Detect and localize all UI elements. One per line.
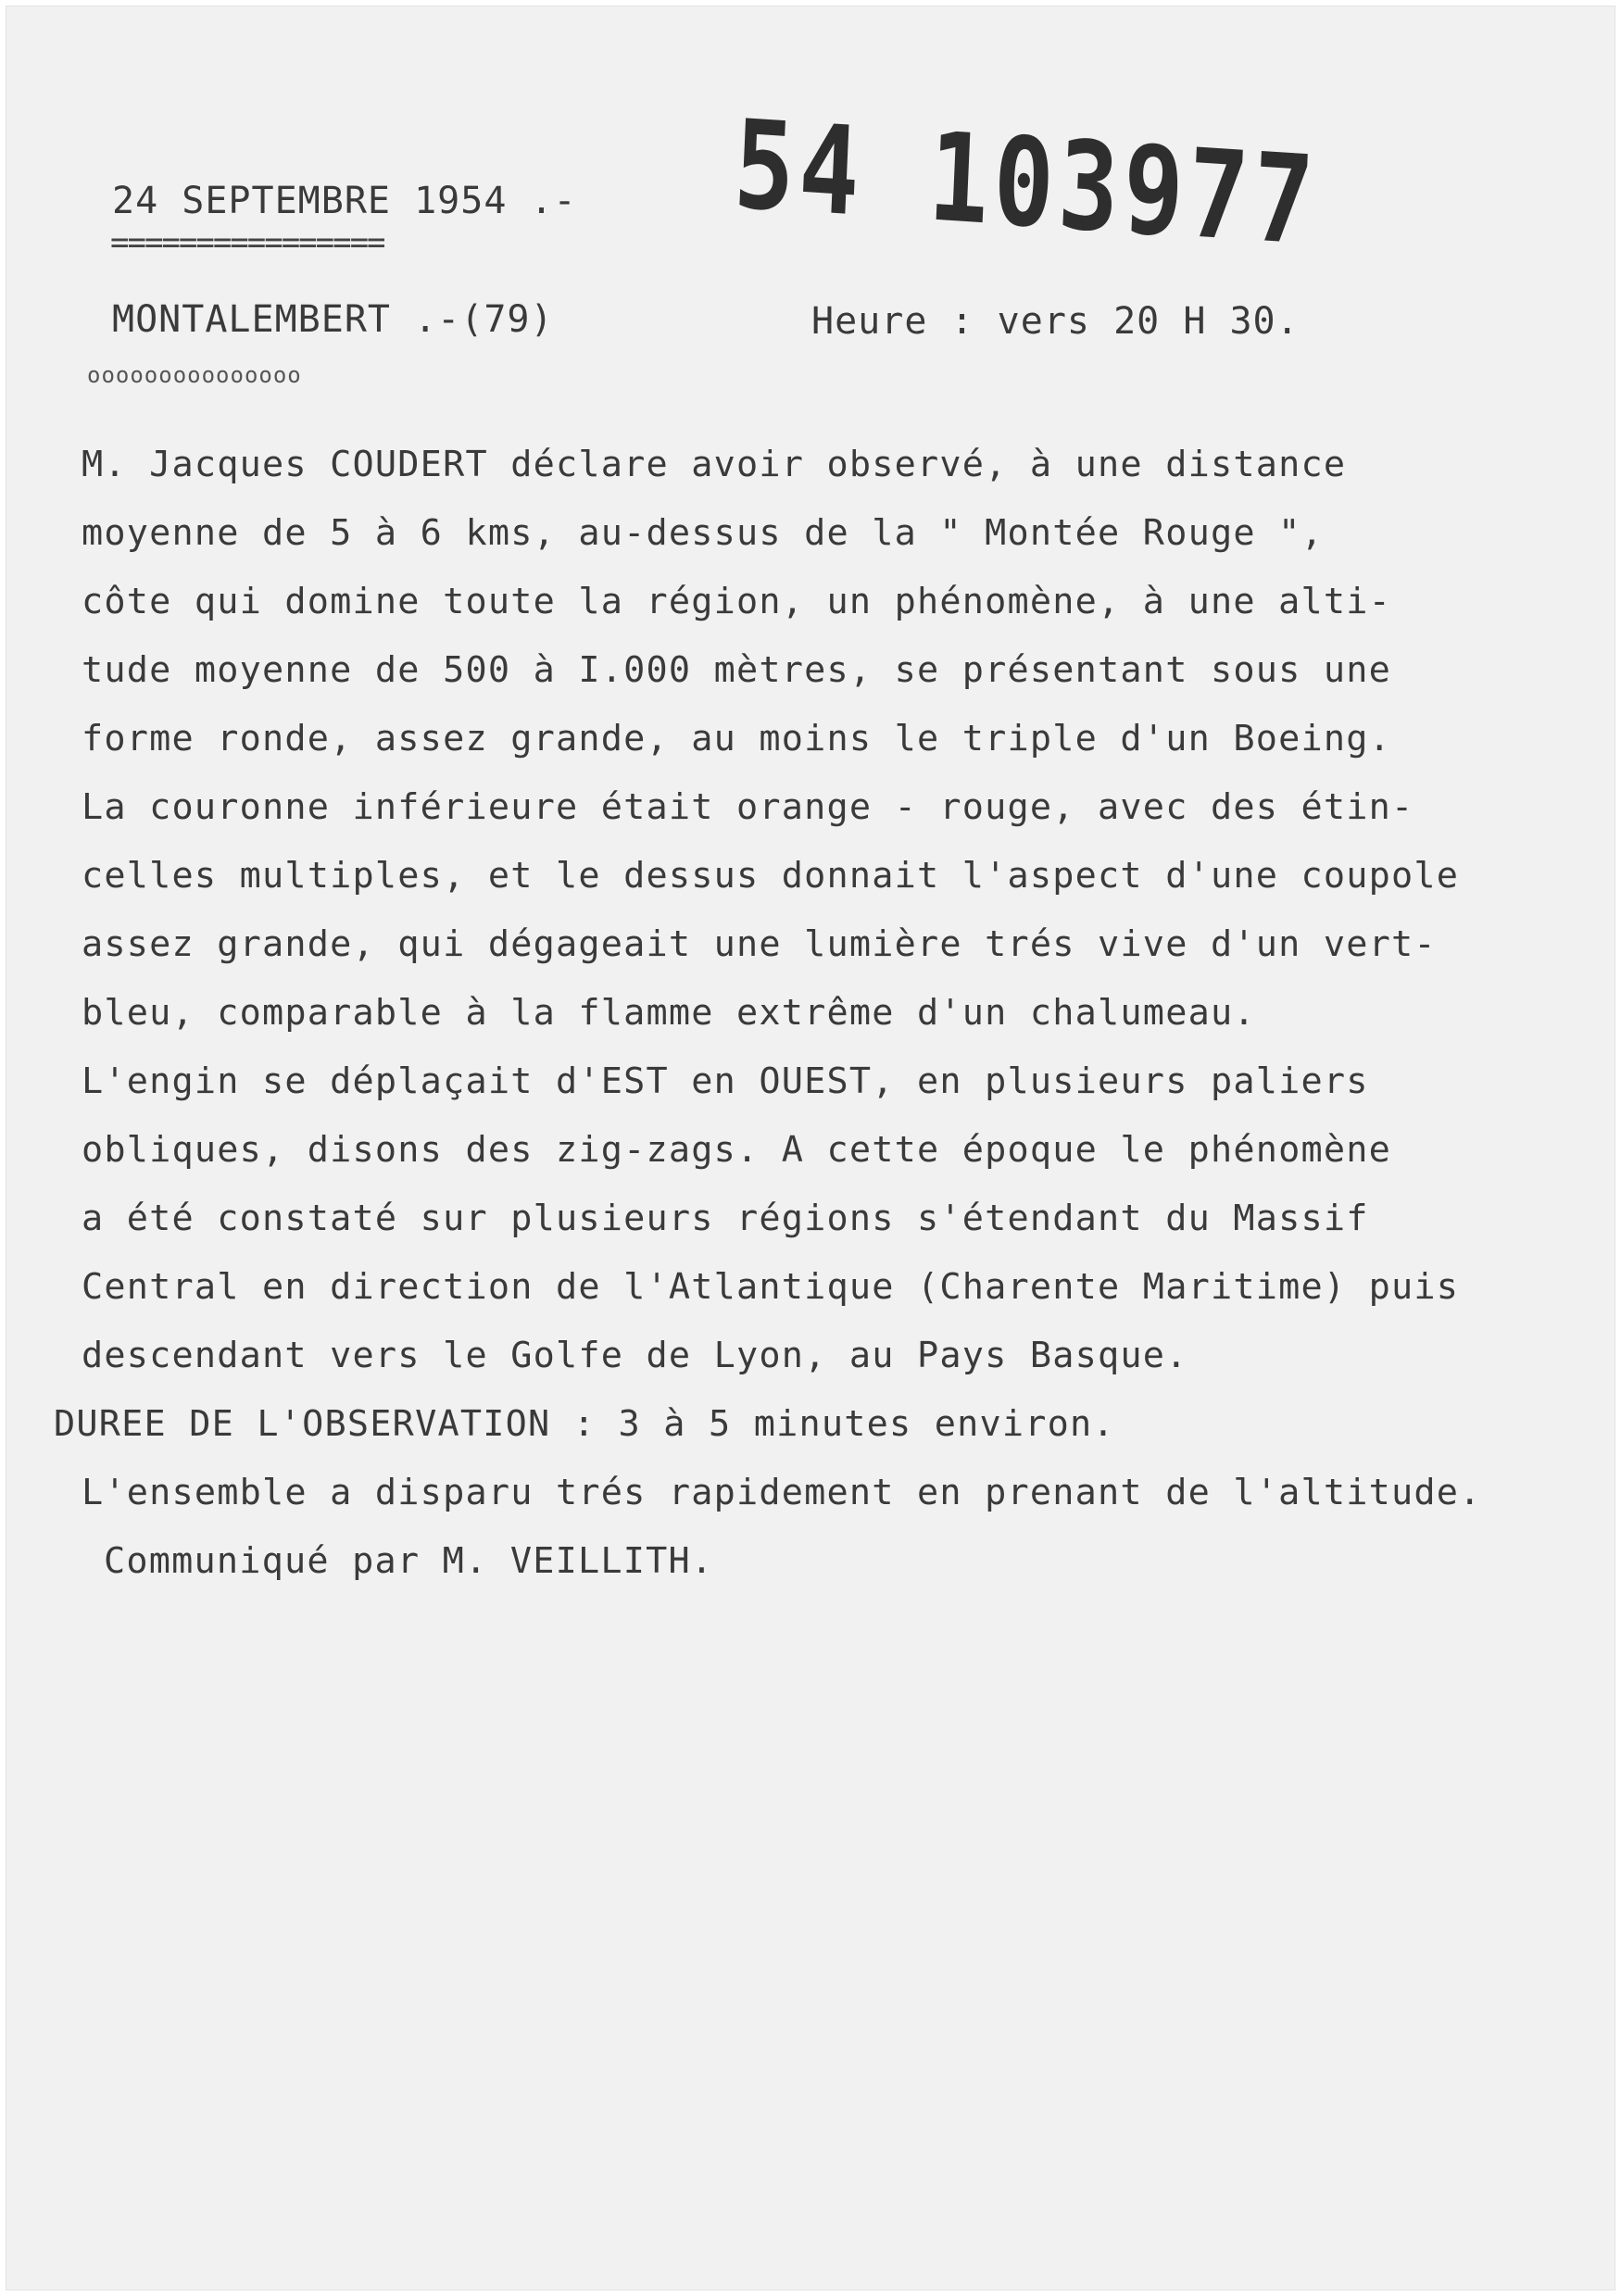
body-line: moyenne de 5 à 6 kms, au-dessus de la " Montée Rouge ",	[82, 512, 1324, 554]
body-line: côte qui domine toute la région, un phénomène, à une alti-	[82, 581, 1391, 622]
body-line: L'ensemble a disparu trés rapidement en prenant de l'altitude.	[82, 1472, 1482, 1513]
report-date: 24 SEPTEMBRE 1954 .-	[112, 180, 577, 222]
observation-duration: DUREE DE L'OBSERVATION : 3 à 5 minutes environ.	[54, 1403, 1115, 1445]
report-location: MONTALEMBERT .-(79)	[112, 298, 554, 341]
body-line: M. Jacques COUDERT déclare avoir observé, à une distance	[82, 444, 1347, 485]
body-line: L'engin se déplaçait d'EST en OUEST, en plusieurs paliers	[82, 1060, 1369, 1102]
body-line: obliques, disons des zig-zags. A cette époque le phénomène	[82, 1129, 1391, 1171]
document-number: 54 103977	[731, 94, 1321, 274]
communicated-by: Communiqué par M. VEILLITH.	[104, 1540, 714, 1582]
body-line: tude moyenne de 500 à I.000 mètres, se présentant sous une	[82, 649, 1391, 691]
body-line: Central en direction de l'Atlantique (Charente Maritime) puis	[82, 1266, 1460, 1308]
date-underline: ================	[110, 224, 384, 261]
body-line: forme ronde, assez grande, au moins le triple d'un Boeing.	[82, 718, 1391, 759]
location-underline: ooooooooooooooo	[87, 362, 302, 388]
body-line: La couronne inférieure était orange - rouge, avec des étin-	[82, 786, 1414, 828]
report-time: Heure : vers 20 H 30.	[811, 300, 1300, 343]
body-line: bleu, comparable à la flamme extrême d'un chalumeau.	[82, 992, 1256, 1034]
document-page	[6, 6, 1615, 2290]
body-line: celles multiples, et le dessus donnait l'aspect d'une coupole	[82, 855, 1460, 897]
body-line: descendant vers le Golfe de Lyon, au Pays Basque.	[82, 1335, 1188, 1376]
body-line: a été constaté sur plusieurs régions s'étendant du Massif	[82, 1198, 1369, 1239]
body-line: assez grande, qui dégageait une lumière trés vive d'un vert-	[82, 923, 1437, 965]
